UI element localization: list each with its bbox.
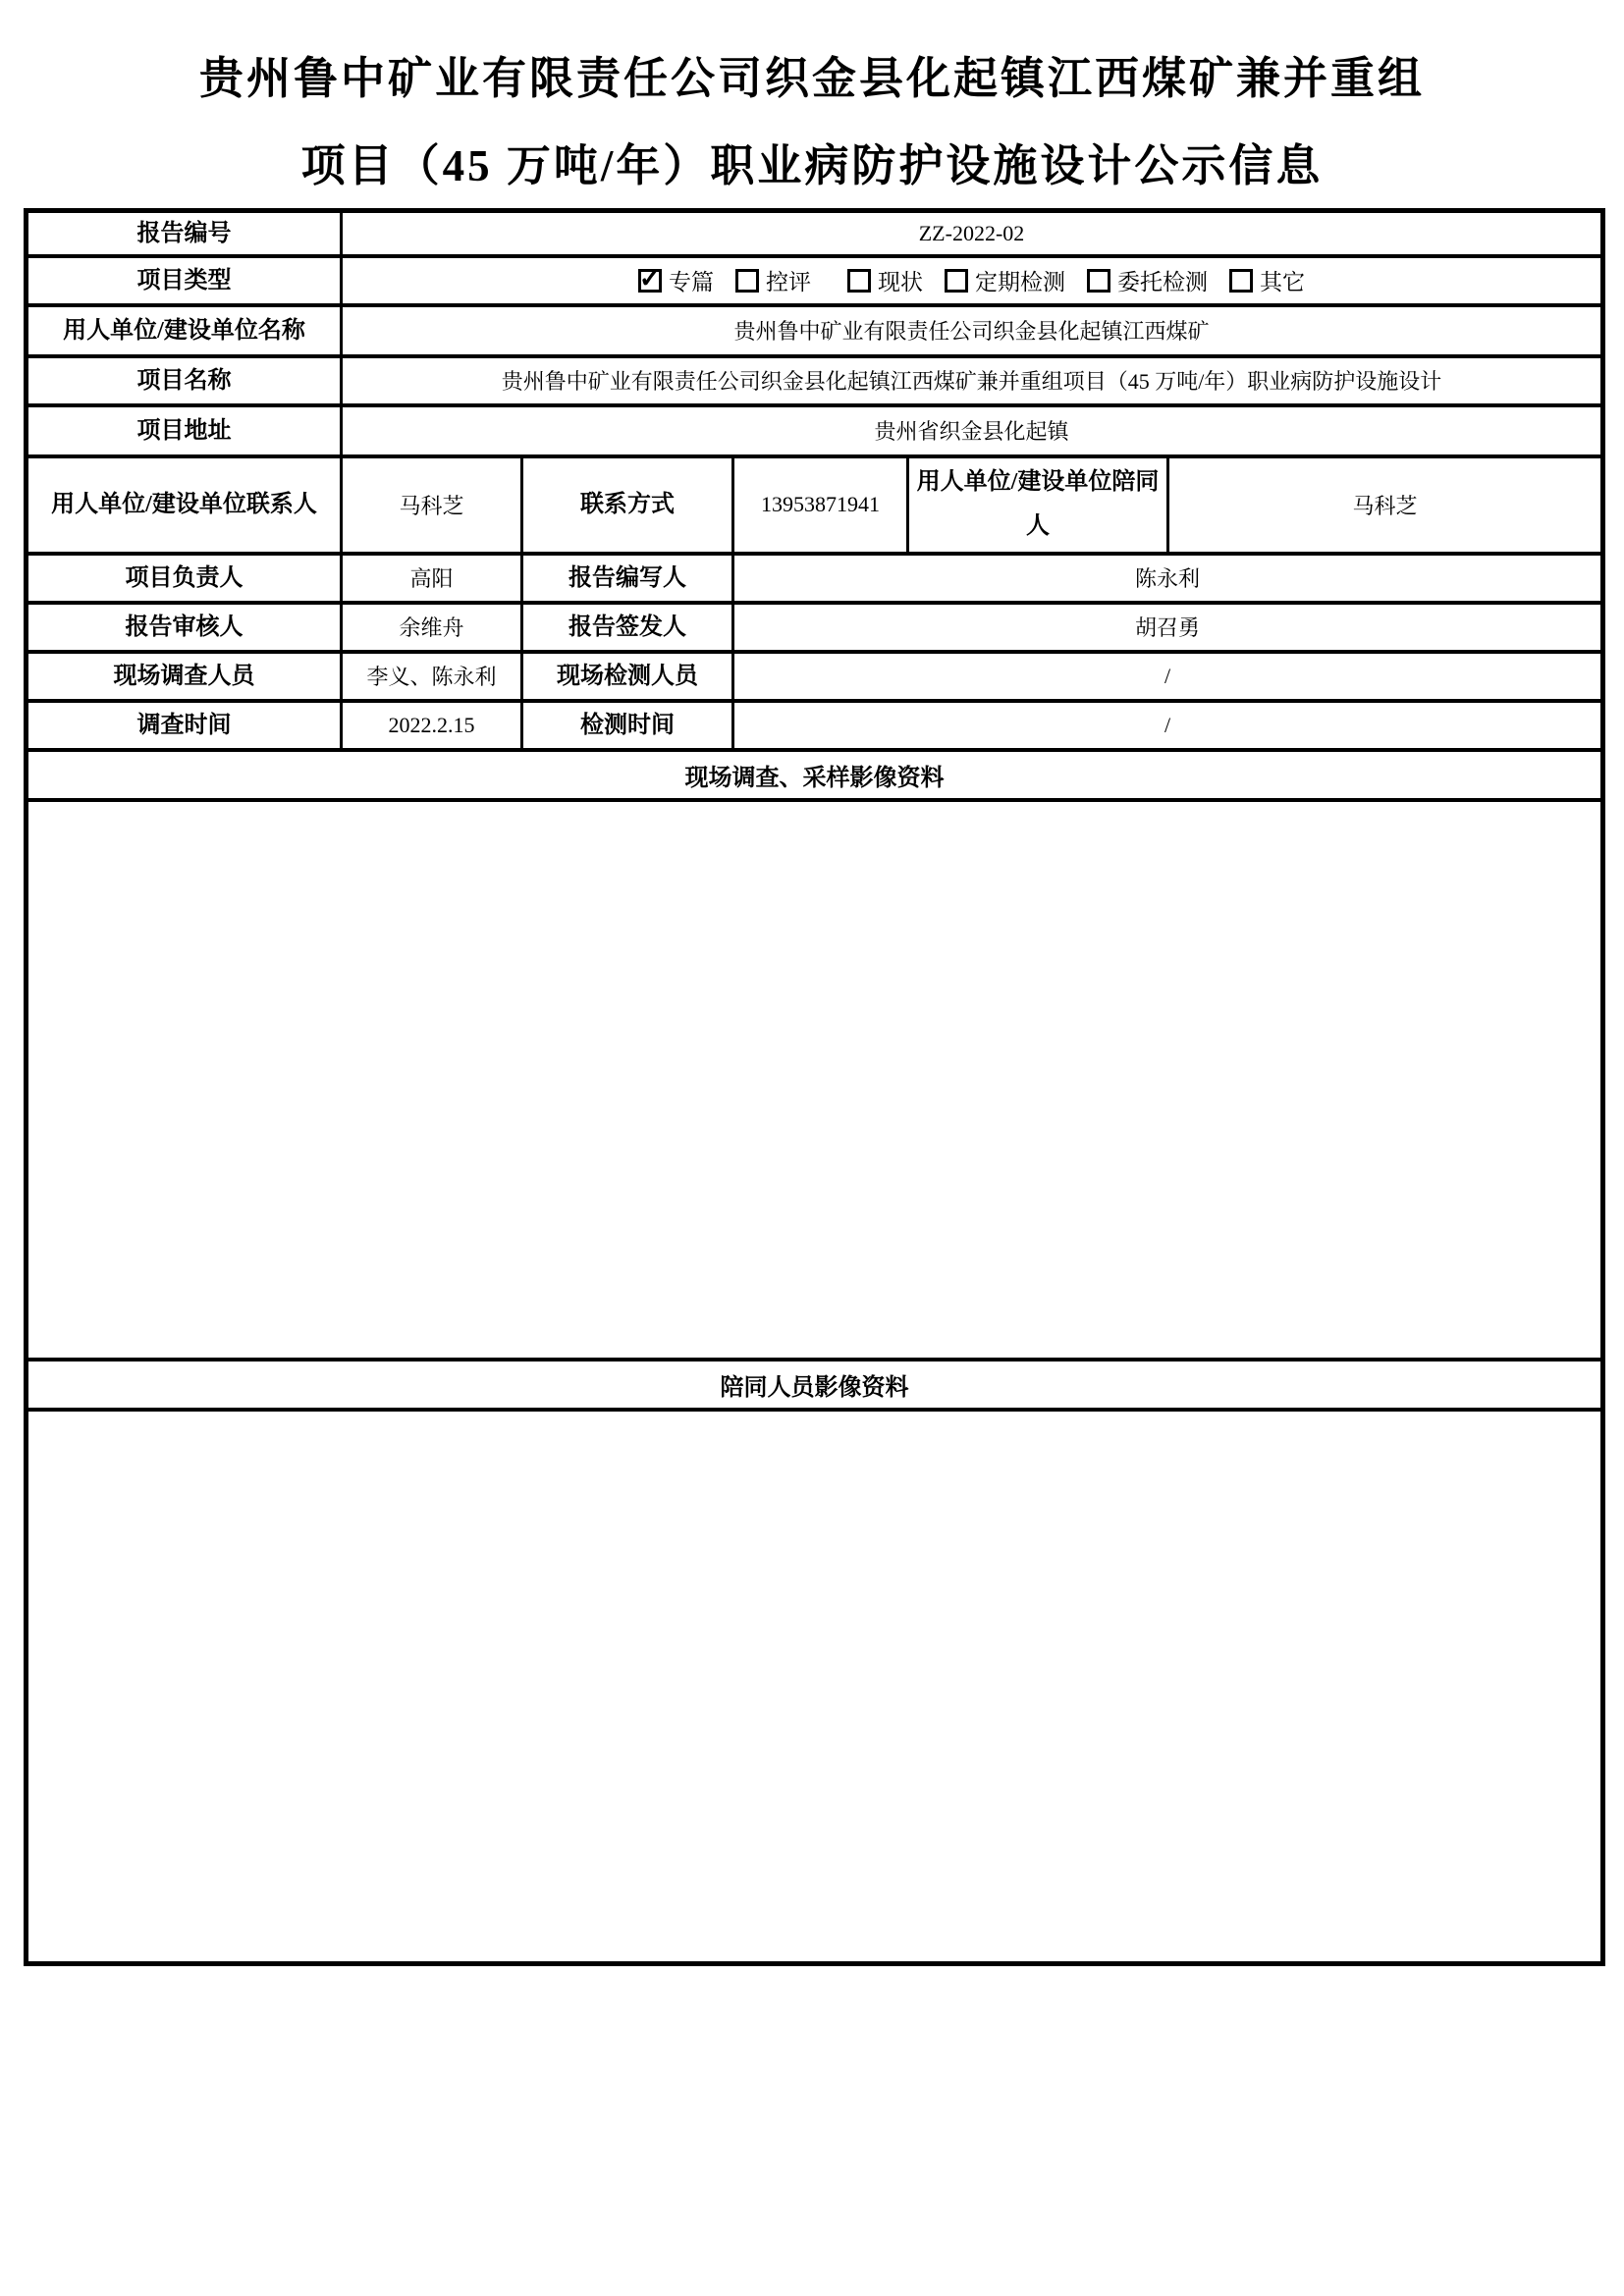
site-surveyors-value: 李义、陈永利 bbox=[342, 652, 522, 701]
row-leader bbox=[27, 554, 1603, 603]
title-line-2: 项目（45 万吨/年）职业病防护设施设计公示信息 bbox=[300, 141, 1324, 190]
project-type-value-cell bbox=[342, 256, 1603, 305]
project-leader-label: 项目负责人 bbox=[27, 554, 342, 603]
project-name-label: 项目名称 bbox=[27, 356, 342, 405]
site-surveyors-label: 现场调查人员 bbox=[27, 652, 342, 701]
row-report-no bbox=[27, 211, 1603, 256]
option-xianzhuang bbox=[847, 264, 923, 296]
report-reviewer-label: 报告审核人 bbox=[27, 603, 342, 652]
document-title bbox=[0, 35, 1624, 210]
row-contact bbox=[27, 456, 1603, 554]
checkbox-kongping-icon bbox=[735, 269, 759, 293]
section1-media-area bbox=[27, 800, 1603, 1360]
option-dingqi-jiance bbox=[945, 264, 1065, 296]
contact-label: 用人单位/建设单位联系人 bbox=[27, 456, 342, 554]
row-survey-personnel bbox=[27, 652, 1603, 701]
report-issuer-value: 胡召勇 bbox=[733, 603, 1603, 652]
project-leader-value: 高阳 bbox=[342, 554, 522, 603]
employer-name-value: 贵州鲁中矿业有限责任公司织金县化起镇江西煤矿 bbox=[342, 305, 1603, 356]
row-project-type bbox=[27, 256, 1603, 305]
report-no-label: 报告编号 bbox=[27, 211, 342, 256]
checkbox-dingqi-jiance-icon bbox=[945, 269, 968, 293]
phone-label: 联系方式 bbox=[522, 456, 733, 554]
checkbox-qita-icon bbox=[1229, 269, 1253, 293]
phone-value: 13953871941 bbox=[733, 456, 908, 554]
section2-header: 陪同人员影像资料 bbox=[27, 1360, 1603, 1410]
info-table bbox=[24, 208, 1605, 1966]
title-line-1: 贵州鲁中矿业有限责任公司织金县化起镇江西煤矿兼并重组 bbox=[198, 54, 1425, 103]
row-review bbox=[27, 603, 1603, 652]
option-kongping bbox=[735, 264, 811, 296]
escort-label: 用人单位/建设单位陪同人 bbox=[908, 456, 1168, 554]
escort-value: 马科芝 bbox=[1168, 456, 1603, 554]
report-issuer-label: 报告签发人 bbox=[522, 603, 733, 652]
report-no-value: ZZ-2022-02 bbox=[342, 211, 1603, 256]
report-reviewer-value: 余维舟 bbox=[342, 603, 522, 652]
section1-header: 现场调查、采样影像资料 bbox=[27, 750, 1603, 800]
option-dingqi-jiance-label: 定期检测 bbox=[975, 270, 1065, 294]
option-kongping-label: 控评 bbox=[766, 270, 811, 294]
row-section1-header bbox=[27, 750, 1603, 800]
project-type-options bbox=[349, 264, 1595, 296]
test-time-value: / bbox=[733, 701, 1603, 750]
report-writer-value: 陈永利 bbox=[733, 554, 1603, 603]
row-section2-media bbox=[27, 1410, 1603, 1964]
checkbox-weituo-jiance-icon bbox=[1087, 269, 1110, 293]
test-time-label: 检测时间 bbox=[522, 701, 733, 750]
survey-time-label: 调查时间 bbox=[27, 701, 342, 750]
row-project-address bbox=[27, 405, 1603, 456]
option-qita-label: 其它 bbox=[1260, 270, 1305, 294]
option-zhuanpian bbox=[638, 264, 714, 296]
project-name-value: 贵州鲁中矿业有限责任公司织金县化起镇江西煤矿兼并重组项目（45 万吨/年）职业病防护设施设计 bbox=[342, 356, 1603, 405]
option-zhuanpian-label: 专篇 bbox=[669, 270, 714, 294]
project-address-label: 项目地址 bbox=[27, 405, 342, 456]
checkbox-zhuanpian-icon bbox=[638, 269, 662, 293]
option-weituo-jiance-label: 委托检测 bbox=[1117, 270, 1208, 294]
row-project-name bbox=[27, 356, 1603, 405]
option-weituo-jiance bbox=[1087, 264, 1208, 296]
project-address-value: 贵州省织金县化起镇 bbox=[342, 405, 1603, 456]
checkbox-xianzhuang-icon bbox=[847, 269, 871, 293]
row-times bbox=[27, 701, 1603, 750]
contact-value: 马科芝 bbox=[342, 456, 522, 554]
survey-time-value: 2022.2.15 bbox=[342, 701, 522, 750]
row-section2-header bbox=[27, 1360, 1603, 1410]
row-employer-name bbox=[27, 305, 1603, 356]
option-qita bbox=[1229, 264, 1305, 296]
project-type-label: 项目类型 bbox=[27, 256, 342, 305]
row-section1-media bbox=[27, 800, 1603, 1360]
site-testers-label: 现场检测人员 bbox=[522, 652, 733, 701]
section2-media-area bbox=[27, 1410, 1603, 1964]
site-testers-value: / bbox=[733, 652, 1603, 701]
report-writer-label: 报告编写人 bbox=[522, 554, 733, 603]
employer-name-label: 用人单位/建设单位名称 bbox=[27, 305, 342, 356]
option-xianzhuang-label: 现状 bbox=[878, 270, 923, 294]
